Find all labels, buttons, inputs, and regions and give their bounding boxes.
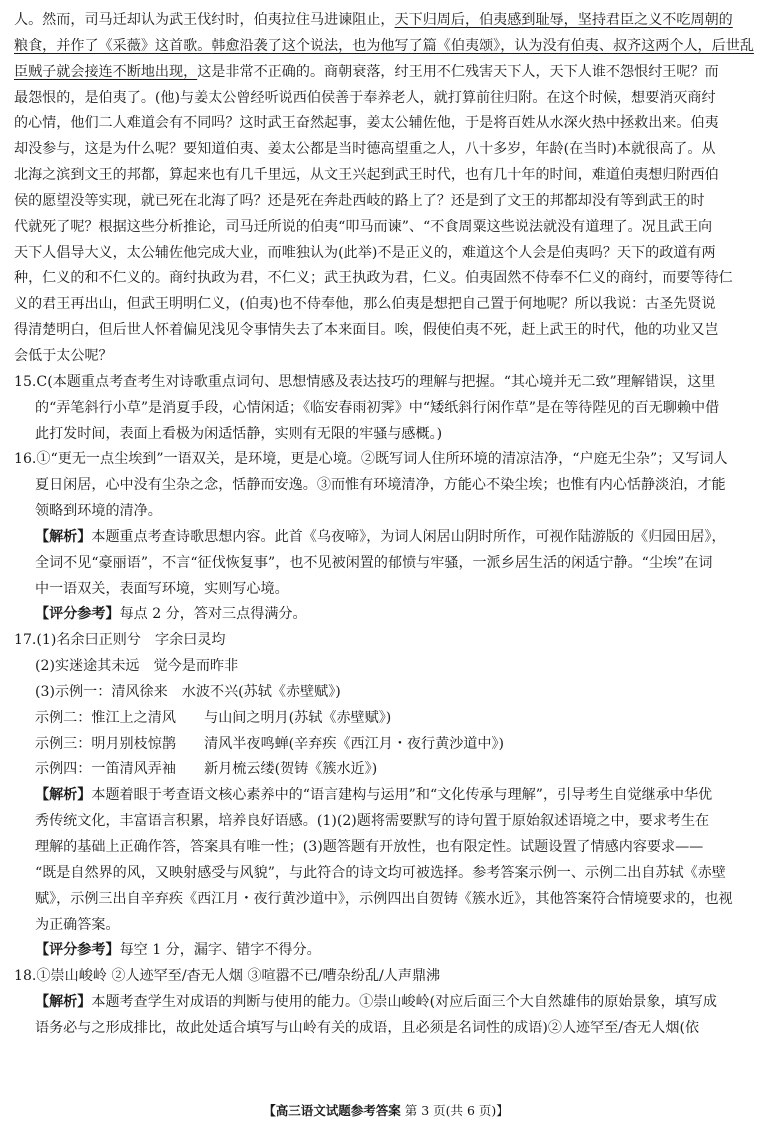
scoring-line — [14, 602, 758, 628]
answer-text: ①“更无一点尘埃到”一语双关，是环境，更是心境。②既写词人住所环境的清凉洁净，“户庭无尘杂”；又写词人 — [36, 451, 728, 468]
text-line: 代就死了呢？根据这些分析推论，司马迁所说的伯夷“叩马而谏”、“不食周粟这些说法就没有道理了。况且武王向 — [14, 218, 713, 235]
analysis-line — [14, 990, 758, 1016]
answer-line: 示例三：明月别枝惊鹊 清风半夜鸣蝉(辛弃疾《西江月・夜行黄沙道中》) — [35, 735, 505, 752]
text-segment: 这是非常不正确的。商朝衰落，纣王用不仁残害天下人，天下人谁不怨恨纣王呢？而 — [197, 63, 719, 80]
answer-line: 示例四：一笛清风弄袖 新月梳云缕(贺铸《簇水近》) — [35, 761, 378, 778]
analysis-text: 本题考查学生对成语的判断与使用的能力。①崇山峻岭(对应后面三个大自然雄伟的原始景象，填写成 — [91, 994, 717, 1011]
text-line — [14, 60, 758, 86]
answer-text: ①崇山峻岭 ②人迹罕至/杳无人烟 ③喧嚣不已/嘈杂纷乱/人声鼎沸 — [36, 968, 441, 985]
text-segment: 人。然而，司马迁却认为武王伐纣时，伯夷拉住马进谏阻止， — [14, 12, 395, 28]
answer-line: 夏日闲居，心中没有尘杂之念，恬静而安逸。③而惟有环境清净，方能心不染尘埃；也惟有内心恬静淡泊，才能 — [35, 477, 726, 494]
text-line: 会低于太公呢？ — [14, 347, 113, 364]
answer-line — [14, 628, 758, 654]
question-number: 16. — [14, 451, 37, 468]
analysis-line: 中一语双关，表面写环境，实则写心境。 — [35, 580, 289, 597]
underlined-text: 粮食，并作了《采薇》这首歌。 — [14, 37, 212, 54]
answer-line: 示例二：惟江上之清风 与山间之明月(苏轼《赤壁赋》) — [35, 709, 392, 726]
answer-line: (3)示例一：清风徐来 水波不兴(苏轼《赤壁赋》) — [35, 683, 341, 700]
underlined-text: 天下归周后，伯夷感到耻辱，坚持君臣之义不吃周朝的 — [394, 12, 733, 28]
translation-passage — [14, 8, 758, 370]
text-line: 侯的愿望没等实现，就已死在北海了吗？还是死在奔赴西岐的路上了？还是到了文王的邦都却没有等到武王的时 — [14, 192, 705, 209]
question-17 — [14, 628, 758, 964]
answer-line — [14, 447, 758, 473]
answer-line: 领略到环境的清净。 — [35, 503, 162, 520]
text-line: 最怨恨的，是伯夷了。(他)与姜太公曾经听说西伯侯善于奉养老人，就打算前往归附。在这个时候，想要消灭商纣 — [14, 89, 716, 106]
scoring-text: 每点 2 分，答对三点得满分。 — [119, 606, 307, 623]
analysis-line: 为正确答案。 — [35, 916, 120, 933]
analysis-line — [14, 525, 758, 551]
question-number: 17. — [14, 632, 37, 649]
question-number: 15. — [14, 373, 37, 390]
scoring-text: 每空 1 分，漏字、错字不得分。 — [119, 942, 321, 959]
text-line: 义的君王再出山，但武王明明仁义，(伯夷)也不侍奉他，那么伯夷是想把自己置于何地呢？所以我说：古圣先贤说 — [14, 296, 716, 313]
answer-line: 此打发时间，表面上看极为闲适恬静，实则有无限的牢骚与感概。) — [35, 425, 443, 442]
text-line — [14, 34, 758, 60]
footer-page-number: 第 3 页(共 6 页)】 — [404, 1103, 509, 1118]
answer-line — [14, 370, 758, 396]
question-15 — [14, 370, 758, 448]
scoring-line — [14, 938, 758, 964]
page-footer — [0, 1101, 772, 1121]
analysis-line: 全词不见“豪丽语”，不言“征伐恢复事”，也不见被闲置的郁愤与牢骚，一派乡居生活的闲适宁静。“尘埃”在词 — [35, 554, 713, 571]
scoring-tag: 【评分参考】 — [35, 942, 120, 959]
answer-line: 的“弄笔斜行小草”是消夏手段，心情闲适；《临安春雨初霁》中“矮纸斜行闲作草”是在等待陛见的百无聊赖中借 — [35, 399, 720, 416]
analysis-line: 赋》，示例三出自辛弃疾《西江月・夜行黄沙道中》，示例四出自贺铸《簇水近》，其他答案符合情境要求的，也视 — [35, 890, 733, 907]
analysis-line: “既是自然界的风，又映射感受与风貌”，与此符合的诗文均可被选择。参考答案示例一、示例二出自苏轼《赤壁 — [35, 864, 726, 881]
footer-title: 【高三语文试题参考答案 — [263, 1103, 401, 1118]
text-line — [14, 8, 758, 34]
text-line: 种，仁义的和不仁义的。商纣执政为君，不仁义；武王执政为君，仁义。伯夷固然不侍奉不仁义的商纣，而要等待仁 — [14, 270, 733, 287]
analysis-tag: 【解析】 — [35, 787, 92, 804]
underlined-text: 臣贼子就会接连不断地出现， — [14, 63, 198, 80]
underlined-text: 韩愈沿袭了这个说法，也为他写了篇《伯夷颂》，认为没有伯夷、叔齐这两个人，后世乱 — [211, 37, 754, 54]
question-16 — [14, 447, 758, 628]
analysis-text: 本题着眼于考查语文核心素养中的“语言建构与运用”和“文化传承与理解”，引导考生自觉继承中华优 — [91, 787, 713, 804]
answer-text: (1)名余曰正则兮 字余曰灵均 — [36, 632, 226, 649]
text-line: 北海之滨到文王的邦都，算起来也有几千里远，从文王兴起到武王时代，也有几十年的时间，难道伯夷想归附西伯 — [14, 167, 719, 184]
scoring-tag: 【评分参考】 — [35, 606, 120, 623]
question-number: 18. — [14, 968, 37, 985]
question-18 — [14, 964, 758, 1042]
analysis-line: 理解的基础上正确作答，答案具有唯一性；(3)题答题有开放性，也有限定性。试题设置了情感内容要求—— — [35, 839, 704, 855]
text-line: 天下人倡导大义，太公辅佐他完成大业，而唯独认为(此举)不是正义的，难道这个人会是伯夷吗？天下的政道有两 — [14, 244, 716, 261]
analysis-tag: 【解析】 — [35, 994, 92, 1011]
analysis-tag: 【解析】 — [35, 528, 92, 545]
analysis-line: 秀传统文化，丰富语言积累，培养良好语感。(1)(2)题将需要默写的诗句置于原始叙述语境之中，要求考生在 — [35, 813, 710, 830]
text-line: 得清楚明白，但后世人怀着偏见浅见令事情失去了本来面目。唉，假使伯夷不死，赶上武王的时代，他的功业又岂 — [14, 322, 719, 339]
text-line: 的心情，他们二人难道会有不同吗？这时武王奋然起事，姜太公辅佐他，于是将百姓从水深火热中拯救出来。伯夷 — [14, 115, 719, 132]
answer-line: (2)实迷途其未远 觉今是而昨非 — [35, 658, 239, 675]
answer-line — [14, 964, 758, 990]
answer-text: C(本题重点考查考生对诗歌重点词句、思想情感及表达技巧的理解与把握。“其心境并无二致”理解错误，这里 — [36, 373, 716, 390]
analysis-text: 本题重点考查诗歌思想内容。此首《乌夜啼》，为词人闲居山阴时所作，可视作陆游版的《归园田居》， — [91, 528, 726, 545]
analysis-line — [14, 783, 758, 809]
text-line: 却没参与，这是为什么呢？要知道伯夷、姜太公都是当时德高望重之人，八十多岁，年龄(在当时)本就很高了。从 — [14, 141, 716, 158]
analysis-line: 语务必与之形成排比，故此处适合填写与山岭有关的成语，且必须是名词性的成语)②人迹罕至/杳无人烟(依 — [35, 1019, 700, 1036]
